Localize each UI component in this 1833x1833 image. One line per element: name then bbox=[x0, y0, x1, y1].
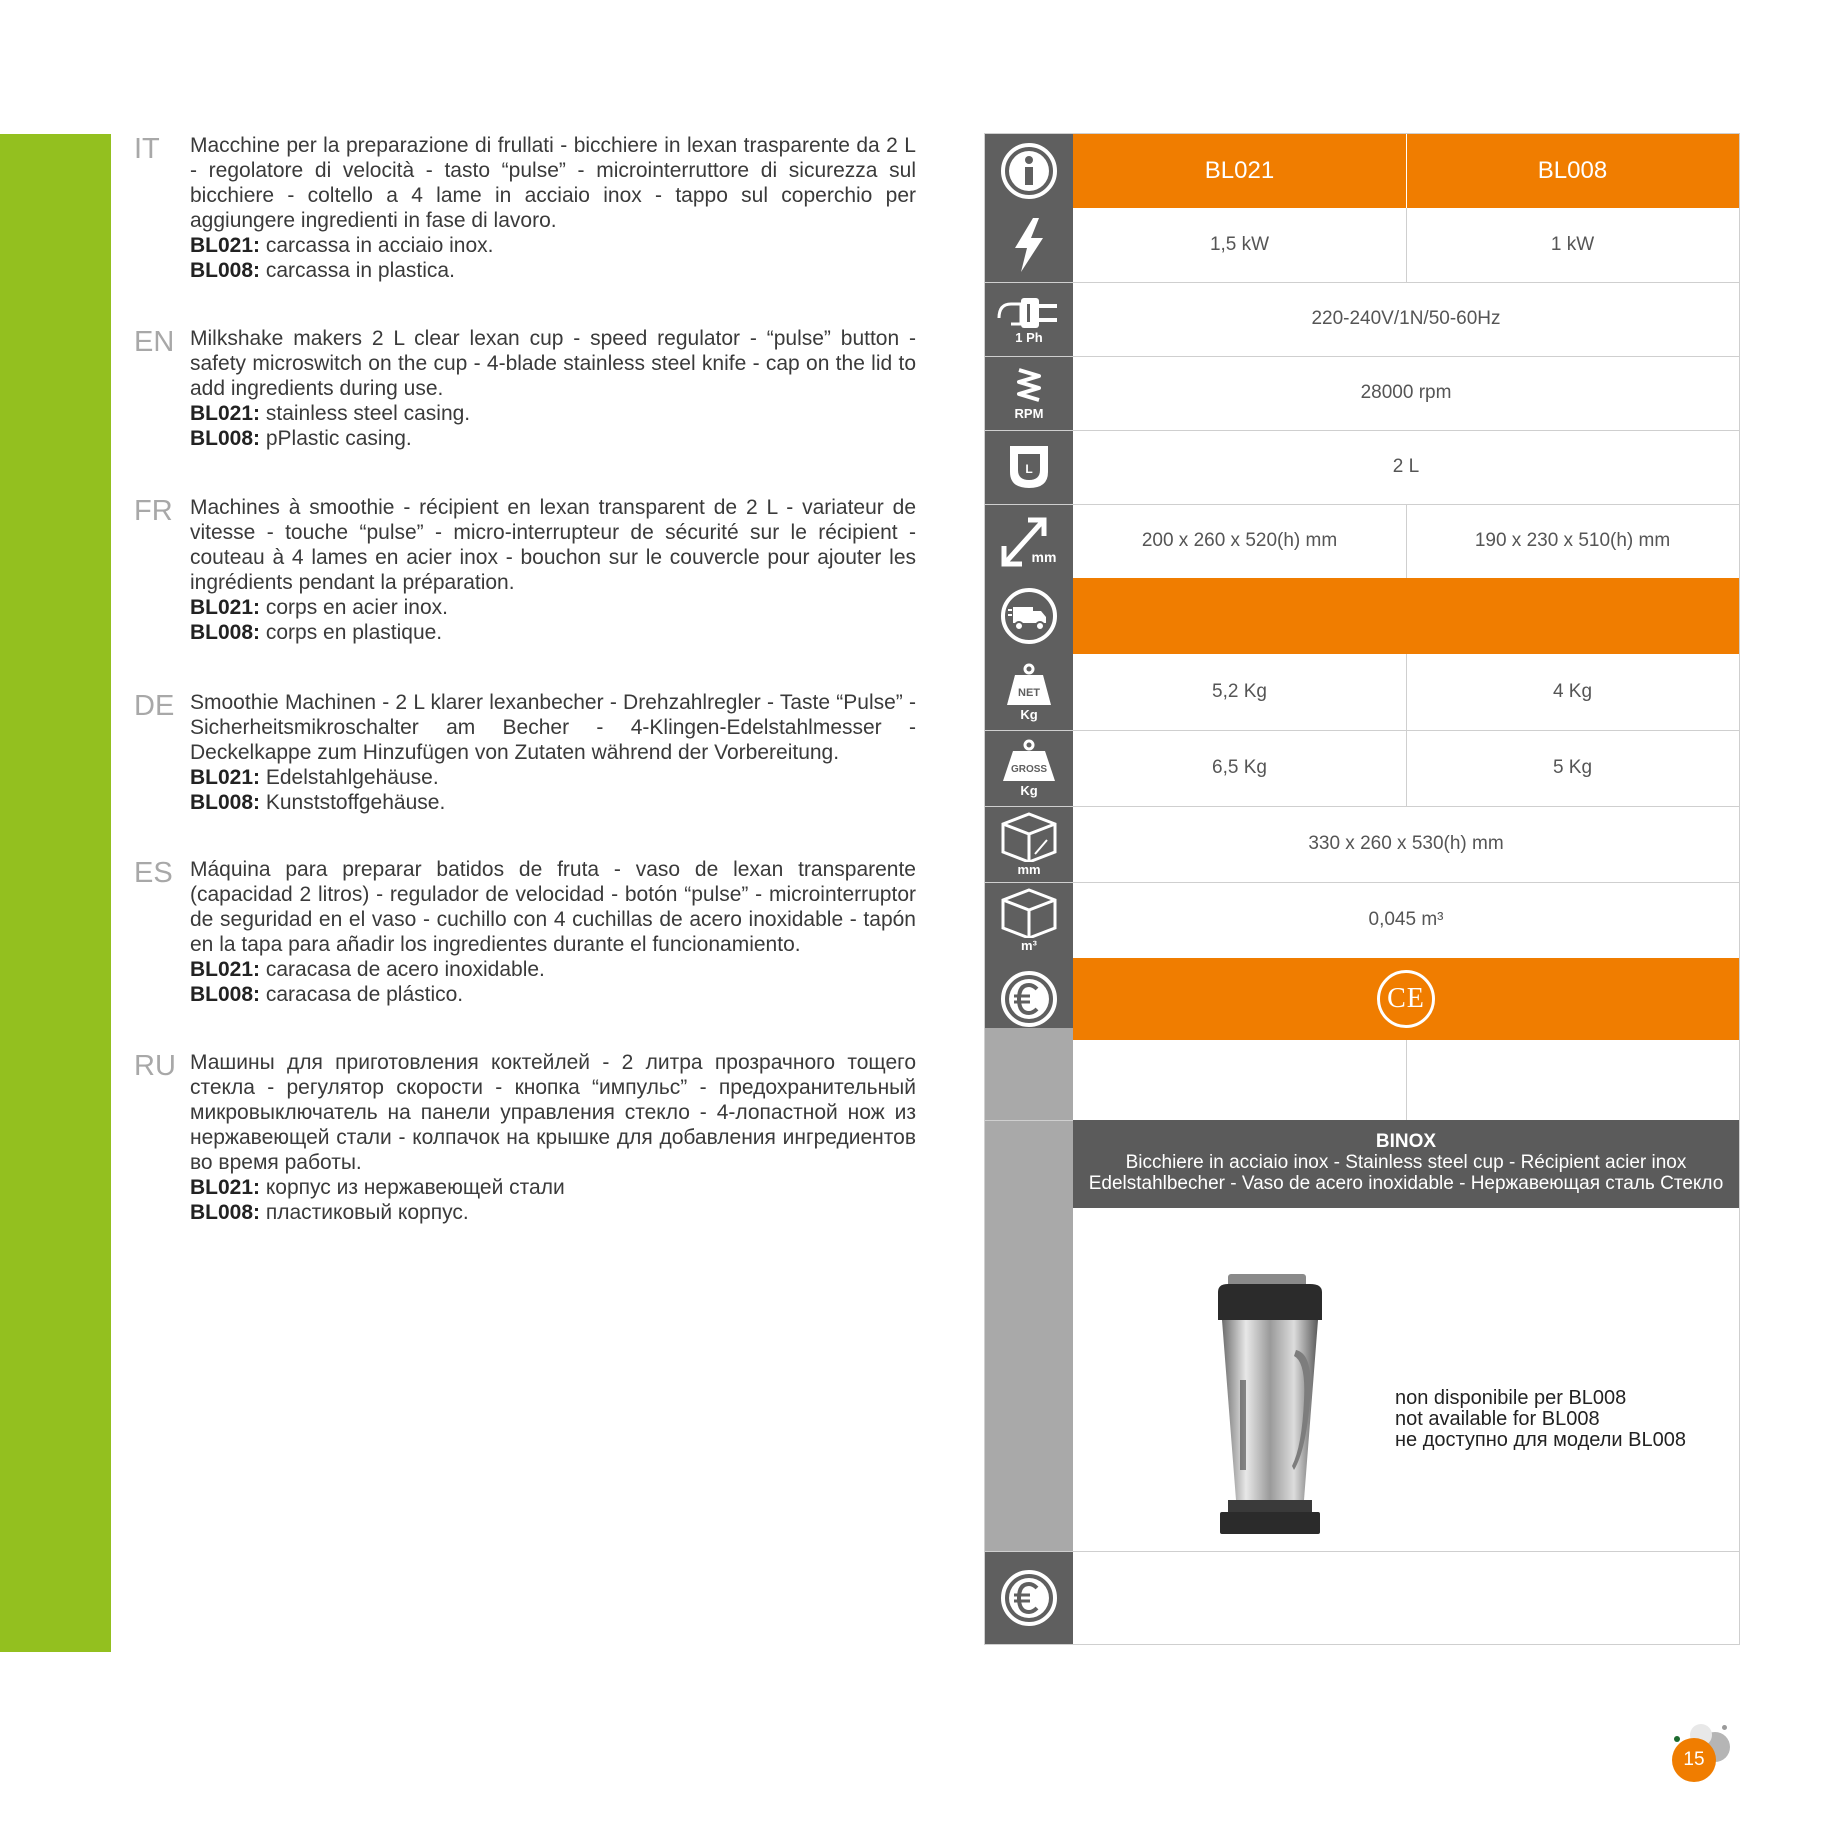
lang-code: IT bbox=[134, 133, 160, 165]
page-decor-dot-gray bbox=[1722, 1725, 1727, 1730]
model-bl008-note bbox=[190, 790, 916, 815]
row-line bbox=[985, 1551, 1739, 1552]
net-weight-bl021: 5,2 Kg bbox=[1212, 681, 1267, 702]
net-icon-label: NET bbox=[1018, 687, 1040, 699]
model-casing-text: Kunststoffgehäuse. bbox=[260, 791, 446, 814]
package-dimensions: 330 x 260 x 530(h) mm bbox=[1308, 833, 1504, 854]
volume-icon-label: m³ bbox=[1021, 938, 1037, 953]
lang-description bbox=[190, 690, 916, 815]
row-line bbox=[985, 504, 1739, 505]
model-bl021-note bbox=[190, 401, 916, 426]
lang-code: EN bbox=[134, 326, 175, 358]
model-label: BL021: bbox=[190, 234, 261, 257]
dimensions-arrow-icon bbox=[985, 504, 1073, 578]
dimensions-bl008: 190 x 230 x 510(h) mm bbox=[1474, 530, 1671, 551]
gross-weight-icon bbox=[985, 730, 1073, 806]
model-casing-text: corps en plastique. bbox=[260, 621, 443, 644]
stainless-cup-image bbox=[1210, 1270, 1330, 1540]
model-label: BL021: bbox=[190, 402, 261, 425]
col-line bbox=[1406, 654, 1407, 806]
model-casing-text: carcassa in plastica. bbox=[260, 259, 455, 282]
delivery-truck-icon bbox=[985, 578, 1073, 654]
rpm-value: 28000 rpm bbox=[1360, 382, 1452, 403]
green-side-bar bbox=[0, 134, 111, 1652]
euro-icon bbox=[985, 958, 1073, 1040]
package-volume: 0,045 m³ bbox=[1368, 909, 1444, 930]
lang-description-text: Máquina para preparar batidos de fruta - vaso de lexan transparente (capacidad 2 litros) - regulador de velocidad - botón “pulse” - microinterruptor de seguridad en el vaso - cuchillo con 4 cuchillas de acero inoxidable - tapón en la tapa para añadir los ingredientes durante el funcionamiento. bbox=[190, 858, 916, 956]
lang-description bbox=[190, 326, 916, 451]
lang-description-text: Машины для приготовления коктейлей - 2 литра прозрачного тощего стекла - регулятор скорости - кнопка “импульс” - предохранительный микровыключатель на панели управления стекло - 4-лопастной нож из нержавеющей стали - колпачок на крышке для добавления ингредиентов во время работы. bbox=[190, 1051, 916, 1174]
binox-accessory-band bbox=[1073, 1120, 1739, 1208]
model-bl021-note bbox=[190, 1175, 916, 1200]
model-bl008-note bbox=[190, 426, 916, 451]
row-line bbox=[985, 356, 1739, 357]
price-header-bar bbox=[1073, 958, 1739, 1040]
availability-en: not available for BL008 bbox=[1395, 1408, 1600, 1430]
gross-icon-label: GROSS bbox=[1010, 764, 1048, 775]
model-label: BL008: bbox=[190, 621, 261, 644]
ce-mark-icon bbox=[1377, 970, 1435, 1028]
shipping-header-bar bbox=[1073, 578, 1739, 654]
model-label: BL008: bbox=[190, 427, 261, 450]
model-casing-text: корпус из нержавеющей стали bbox=[260, 1176, 565, 1199]
binox-title: BINOX bbox=[1375, 1131, 1437, 1152]
model-casing-text: carcassa in acciaio inox. bbox=[260, 234, 494, 257]
availability-ru: не доступно для модели BL008 bbox=[1395, 1429, 1686, 1451]
model-header-bl008: BL008 bbox=[1406, 134, 1739, 208]
model-bl021-note bbox=[190, 233, 916, 258]
col-line bbox=[1406, 1040, 1407, 1120]
lang-description-text: Milkshake makers 2 L clear lexan cup - speed regulator - “pulse” button - safety microswitch on the cup - 4-blade stainless steel knife - cap on the lid to add ingredients during use. bbox=[190, 327, 916, 400]
lang-description-text: Smoothie Machinen - 2 L klarer lexanbecher - Drehzahlregler - Taste “Pulse” - Sicherheitsmikroschalter am Becher - 4-Klingen-Edelstahlmesser - Deckelkappe zum Hinzufügen von Zutaten während der Vorbereitung. bbox=[190, 691, 916, 764]
plug-icon bbox=[985, 282, 1073, 356]
model-bl008-note bbox=[190, 620, 916, 645]
lang-description-text: Macchine per la preparazione di frullati - bicchiere in lexan trasparente da 2 L - regolatore di velocità - tasto “pulse” - microinterruttore di sicurezza sul bicchiere - coltello a 4 lame in acciaio inox - tappo sul coperchio per aggiungere ingredienti in fase di lavoro. bbox=[190, 134, 916, 232]
page-decor-dot-green bbox=[1674, 1736, 1680, 1742]
model-bl021-note bbox=[190, 765, 916, 790]
ce-mark-text: CE bbox=[1387, 983, 1425, 1014]
row-line bbox=[985, 806, 1739, 807]
model-label: BL008: bbox=[190, 791, 261, 814]
model-bl008-note bbox=[190, 258, 916, 283]
gross-weight-bl021: 6,5 Kg bbox=[1212, 757, 1267, 778]
model-label: BL021: bbox=[190, 958, 261, 981]
spec-table bbox=[984, 133, 1740, 1645]
model-casing-text: stainless steel casing. bbox=[260, 402, 471, 425]
model-label: BL021: bbox=[190, 596, 261, 619]
icon-column-gray bbox=[985, 1028, 1073, 1551]
binox-line-1: Bicchiere in acciaio inox - Stainless steel cup - Récipient acier inox bbox=[1125, 1152, 1687, 1173]
model-bl008-note bbox=[190, 982, 916, 1007]
info-icon bbox=[985, 134, 1073, 208]
lang-description bbox=[190, 133, 916, 283]
volume-box-icon bbox=[985, 882, 1073, 958]
col-line bbox=[1406, 504, 1407, 578]
lang-code: FR bbox=[134, 495, 173, 527]
row-line bbox=[985, 882, 1739, 883]
model-label: BL008: bbox=[190, 259, 261, 282]
package-icon-label: mm bbox=[1017, 862, 1041, 877]
model-header-bl021: BL021 bbox=[1073, 134, 1406, 208]
lang-description bbox=[190, 495, 916, 645]
model-casing-text: pPlastic casing. bbox=[260, 427, 412, 450]
lang-description-text: Machines à smoothie - récipient en lexan transparent de 2 L - variateur de vitesse - touche “pulse” - micro-interrupteur de sécurité sur le récipient - couteau à 4 lames en acier inox - bouchon sur le couvercle pour ajouter les ingrédients pendant la préparation. bbox=[190, 496, 916, 594]
model-casing-text: пластиковый корпус. bbox=[260, 1201, 469, 1224]
lang-block-en bbox=[134, 326, 916, 451]
model-casing-text: caracasa de plástico. bbox=[260, 983, 464, 1006]
availability-it: non disponibile per BL008 bbox=[1395, 1387, 1627, 1409]
model-casing-text: corps en acier inox. bbox=[260, 596, 448, 619]
lang-block-de bbox=[134, 690, 916, 815]
model-label: BL021: bbox=[190, 1176, 261, 1199]
lang-description bbox=[190, 1050, 916, 1225]
header-divider bbox=[1406, 134, 1407, 208]
net-kg-label: Kg bbox=[1020, 707, 1038, 722]
binox-line-2: Edelstahlbecher - Vaso de acero inoxidable - Нержавеющая сталь Стекло bbox=[1088, 1173, 1724, 1194]
row-line bbox=[985, 282, 1739, 283]
row-line bbox=[985, 430, 1739, 431]
capacity-icon-letter: L bbox=[1025, 462, 1033, 476]
capacity-cup-icon bbox=[985, 430, 1073, 504]
lang-code: ES bbox=[134, 857, 173, 889]
rpm-label: RPM bbox=[1014, 406, 1044, 421]
lang-block-ru bbox=[134, 1050, 916, 1225]
lang-block-it bbox=[134, 133, 916, 283]
euro-icon-bottom bbox=[985, 1551, 1073, 1644]
lightning-icon bbox=[985, 208, 1073, 282]
model-label: BL008: bbox=[190, 1201, 261, 1224]
col-line bbox=[1406, 208, 1407, 282]
phase-label: 1 Ph bbox=[1015, 330, 1043, 345]
capacity-value: 2 L bbox=[1392, 456, 1420, 477]
lang-code: DE bbox=[134, 690, 175, 722]
dim-icon-label: mm bbox=[1031, 549, 1057, 565]
dimensions-bl021: 200 x 260 x 520(h) mm bbox=[1141, 530, 1338, 551]
package-box-icon bbox=[985, 806, 1073, 882]
gross-kg-label: Kg bbox=[1020, 783, 1038, 798]
rpm-spring-icon bbox=[985, 356, 1073, 430]
page-number: 15 bbox=[1672, 1738, 1716, 1782]
power-bl008: 1 kW bbox=[1550, 234, 1595, 255]
model-bl021-note bbox=[190, 957, 916, 982]
gross-weight-bl008: 5 Kg bbox=[1552, 757, 1593, 778]
model-bl008-note bbox=[190, 1200, 916, 1225]
lang-block-fr bbox=[134, 495, 916, 645]
model-bl021-note bbox=[190, 595, 916, 620]
lang-code: RU bbox=[134, 1050, 176, 1082]
model-casing-text: caracasa de acero inoxidable. bbox=[260, 958, 545, 981]
lang-description bbox=[190, 857, 916, 1007]
model-label: BL008: bbox=[190, 983, 261, 1006]
model-casing-text: Edelstahlgehäuse. bbox=[260, 766, 439, 789]
model-label: BL021: bbox=[190, 766, 261, 789]
lang-block-es bbox=[134, 857, 916, 1007]
voltage-value: 220-240V/1N/50-60Hz bbox=[1311, 308, 1501, 329]
net-weight-icon bbox=[985, 654, 1073, 730]
row-line bbox=[985, 730, 1739, 731]
availability-note bbox=[1395, 1388, 1686, 1451]
net-weight-bl008: 4 Kg bbox=[1552, 681, 1593, 702]
power-bl021: 1,5 kW bbox=[1209, 234, 1270, 255]
